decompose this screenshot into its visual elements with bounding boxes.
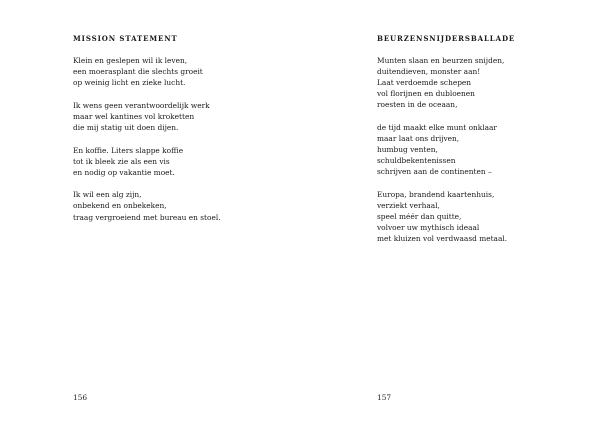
stanza [73, 189, 221, 222]
poem-body [73, 55, 221, 223]
poem-line: Ik wens geen verantwoordelijk werk [73, 100, 210, 110]
stanza [377, 122, 507, 177]
poem-title: MISSION STATEMENT [73, 34, 178, 43]
poem-title: BEURZENSNIJDERSBALLADE [377, 34, 516, 43]
poem-line: onbekend en onbekeken, [73, 201, 167, 211]
poem-body [377, 55, 507, 244]
poem-line: een moerasplant die slechts groeit [73, 67, 203, 77]
poem-line: Europa, brandend kaartenhuis, [377, 189, 495, 199]
poem-line: met kluizen vol verdwaasd metaal. [377, 234, 508, 244]
poem-line: Klein en geslepen wil ik leven, [73, 56, 188, 65]
poem-line: Ik wil een alg zijn, [73, 190, 142, 200]
poem-line: roesten in de oceaan, [377, 100, 458, 110]
poem-line: verziekt verhaal, [377, 201, 440, 211]
poem-line: duitendieven, monster aan! [377, 67, 481, 77]
poem-line: speel méér dan quitte, [377, 212, 462, 222]
right-page [300, 0, 600, 432]
poem-line: de tijd maakt elke munt onklaar [377, 122, 497, 132]
stanza [73, 145, 221, 178]
poem-line: schuldbekentenissen [377, 156, 456, 166]
stanza [73, 55, 221, 88]
page-number: 156 [73, 393, 88, 402]
poem-line: humbug venten, [377, 145, 438, 155]
poem-line: en nodig op vakantie moet. [73, 167, 175, 177]
poem-line: Laat verdoemde schepen [377, 78, 472, 88]
poem-line: vol florijnen en dubloenen [377, 89, 475, 99]
poem-line: tot ik bleek zie als een vis [73, 156, 170, 166]
poem-line: volvoer uw mythisch ideaal [377, 223, 480, 233]
poem-line: Munten slaan en beurzen snijden, [377, 56, 505, 65]
page-number: 157 [377, 393, 392, 402]
poem-line: maar wel kantines vol kroketten [73, 111, 195, 121]
stanza [377, 55, 507, 110]
stanza [377, 189, 507, 244]
poem-line: die mij statig uit doen dijen. [73, 122, 179, 132]
poem-line: op weinig licht en zieke lucht. [73, 78, 186, 88]
poem-line: traag vergroeiend met bureau en stoel. [73, 212, 221, 222]
poem-line: schrijven aan de continenten – [377, 167, 492, 177]
stanza [73, 100, 221, 133]
poem-line: En koffie. Liters slappe koffie [73, 145, 184, 155]
poem-line: maar laat ons drijven, [377, 134, 460, 144]
